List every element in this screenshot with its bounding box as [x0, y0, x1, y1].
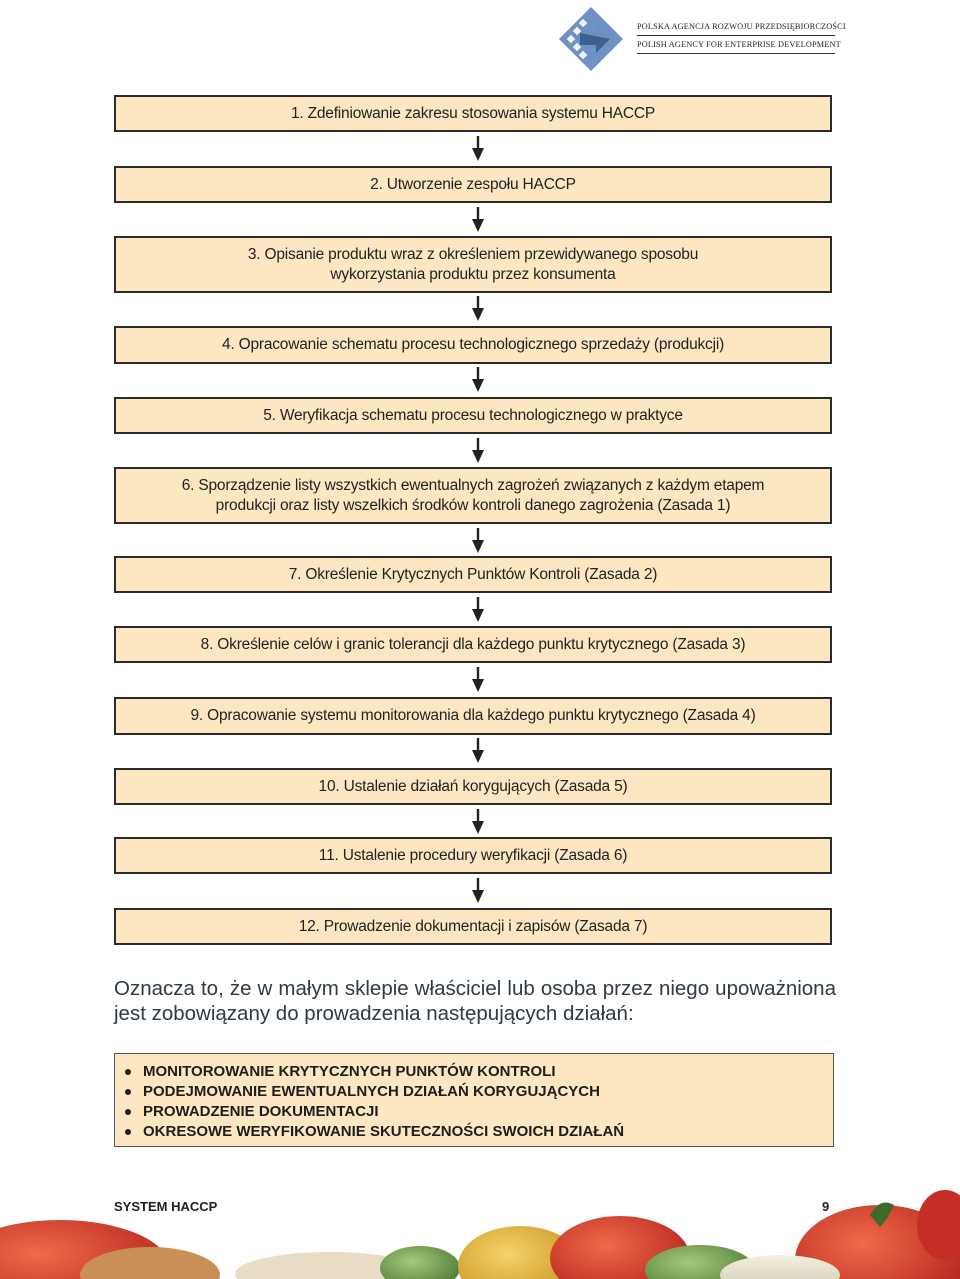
step-4-text: 4. Opracowanie schematu procesu technologicznego sprzedaży (produkcji)	[221, 336, 725, 353]
step-9-text: 9. Opracowanie systemu monitorowania dla każdego punktu krytycznego (Zasada 4)	[190, 707, 756, 724]
down-arrow-icon	[470, 597, 486, 623]
actions-box	[114, 1053, 834, 1147]
agency-divider-bottom	[637, 53, 835, 54]
agency-name-block	[637, 22, 846, 58]
step-1-box	[114, 95, 832, 132]
down-arrow-icon	[470, 667, 486, 693]
step-12-box	[114, 908, 832, 945]
down-arrow-icon	[470, 438, 486, 464]
action-label: PROWADZENIE DOKUMENTACJI	[143, 1103, 379, 1120]
down-arrow-icon	[470, 367, 486, 393]
step-3-text-line2: wykorzystania produktu przez konsumenta	[330, 265, 616, 283]
agency-divider	[637, 35, 835, 36]
step-1-text: 1. Zdefiniowanie zakresu stosowania systemu HACCP	[290, 104, 656, 122]
down-arrow-icon	[470, 738, 486, 764]
bullet-icon	[125, 1109, 131, 1115]
step-12-text: 12. Prowadzenie dokumentacji i zapisów (Zasada 7)	[298, 917, 648, 935]
step-2-box	[114, 166, 832, 203]
action-item	[125, 1122, 833, 1142]
step-10-box	[114, 768, 832, 805]
down-arrow-icon	[470, 528, 486, 554]
page-number: 9	[822, 1199, 830, 1214]
action-item	[125, 1062, 833, 1082]
step-8-box	[114, 626, 832, 663]
step-4-box	[114, 326, 832, 364]
action-item	[125, 1082, 833, 1102]
step-10-text: 10. Ustalenie działań korygujących (Zasada 5)	[318, 777, 628, 795]
down-arrow-icon	[470, 136, 486, 162]
parp-logo-icon	[558, 6, 624, 72]
bullet-icon	[125, 1089, 131, 1095]
step-11-text: 11. Ustalenie procedury weryfikacji (Zasada 6)	[318, 846, 628, 864]
bullet-icon	[125, 1129, 131, 1135]
action-item	[125, 1102, 833, 1122]
action-label: PODEJMOWANIE EWENTUALNYCH DZIAŁAŃ KORYGUJĄCYCH	[143, 1083, 600, 1100]
action-label: MONITOROWANIE KRYTYCZNYCH PUNKTÓW KONTROLI	[143, 1063, 556, 1080]
step-3-text-line1: 3. Opisanie produktu wraz z określeniem przewidywanego sposobu	[247, 245, 699, 263]
step-6-text-line2: produkcji oraz listy wszelkich środków kontroli danego zagrożenia (Zasada 1)	[215, 496, 731, 514]
down-arrow-icon	[470, 207, 486, 233]
action-label: OKRESOWE WERYFIKOWANIE SKUTECZNOŚCI SWOICH DZIAŁAŃ	[143, 1123, 625, 1140]
bullet-icon	[125, 1069, 131, 1075]
agency-name-english: POLISH AGENCY FOR ENTERPRISE DEVELOPMENT	[637, 40, 841, 49]
step-3-box	[114, 236, 832, 293]
step-5-text: 5. Weryfikacja schematu procesu technologicznego w praktyce	[263, 406, 683, 424]
down-arrow-icon	[470, 809, 486, 835]
step-11-box	[114, 837, 832, 874]
agency-name-polish: POLSKA AGENCJA ROZWOJU PRZEDSIĘBIORCZOŚCI	[637, 22, 846, 31]
summary-paragraph: Oznacza to, że w małym sklepie właściciel lub osoba przez niego upoważniona jest zobowiązany do prowadzenia następujących działań:	[114, 977, 836, 1025]
step-2-text: 2. Utworzenie zespołu HACCP	[370, 175, 576, 193]
step-6-box	[114, 467, 832, 524]
down-arrow-icon	[470, 878, 486, 904]
step-7-text: 7. Określenie Krytycznych Punktów Kontroli (Zasada 2)	[288, 565, 658, 583]
step-6-text-line1: 6. Sporządzenie listy wszystkich ewentualnych zagrożeń związanych z każdym etapem	[181, 476, 765, 494]
footer-title: SYSTEM HACCP	[114, 1199, 218, 1214]
down-arrow-icon	[470, 296, 486, 322]
step-7-box	[114, 556, 832, 593]
step-5-box	[114, 397, 832, 434]
step-9-box	[114, 697, 832, 735]
step-8-text: 8. Określenie celów i granic tolerancji dla każdego punktu krytycznego (Zasada 3)	[200, 635, 746, 653]
